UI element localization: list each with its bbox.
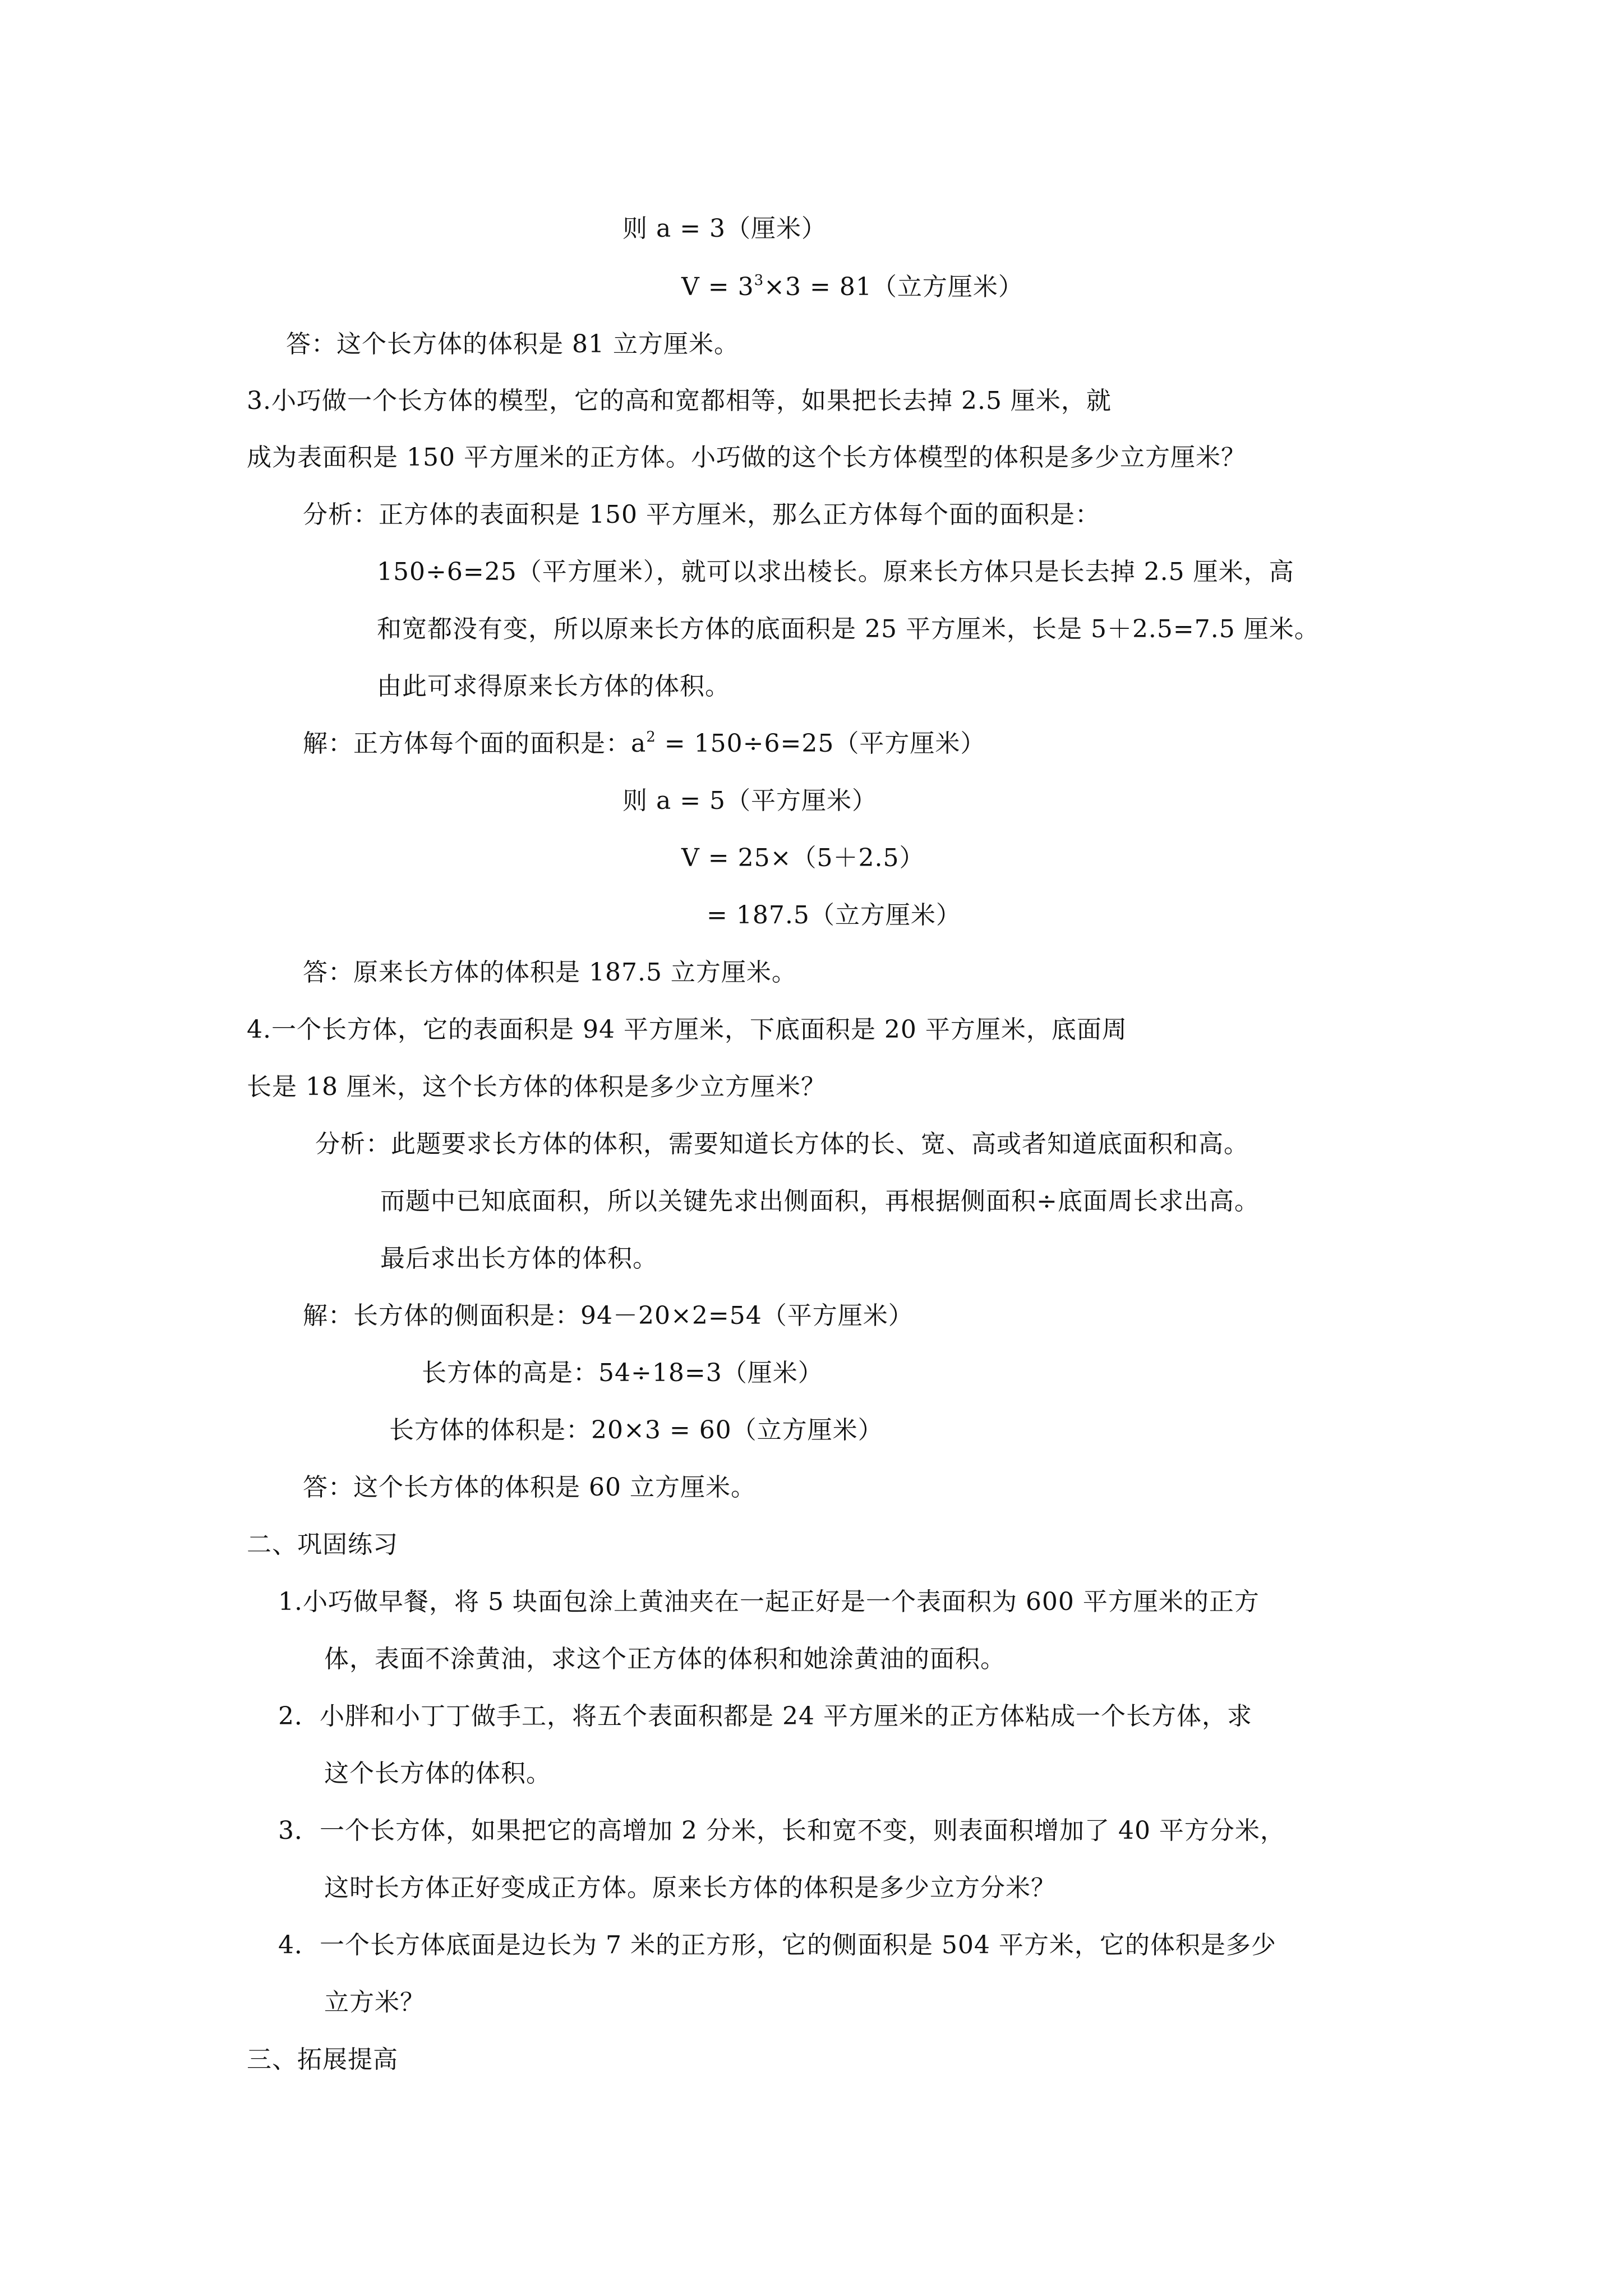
- problem-4-line: 长是 18 厘米，这个长方体的体积是多少立方厘米？: [247, 1073, 826, 1101]
- problem-3-line: 成为表面积是 150 平方厘米的正方体。小巧做的这个长方体模型的体积是多少立方厘米？: [247, 443, 1246, 472]
- exercise-line: 2．小胖和小丁丁做手工，将五个表面积都是 24 平方厘米的正方体粘成一个长方体，求: [278, 1702, 1252, 1731]
- exercise-line: 3．一个长方体，如果把它的高增加 2 分米，长和宽不变，则表面积增加了 40 平方分米，: [278, 1816, 1285, 1845]
- text-line: 则 a = 3（厘米）: [623, 214, 827, 243]
- solution-line: V = 25×（5＋2.5）: [681, 844, 925, 872]
- problem-4-line: 4.一个长方体，它的表面积是 94 平方厘米，下底面积是 20 平方厘米，底面周: [247, 1015, 1127, 1044]
- answer-line: 答：这个长方体的体积是 60 立方厘米。: [303, 1473, 756, 1502]
- analysis-line: 由此可求得原来长方体的体积。: [377, 672, 730, 701]
- analysis-line: 150÷6=25（平方厘米），就可以求出棱长。原来长方体只是长去掉 2.5 厘米，高: [377, 558, 1294, 586]
- answer-line: 答：这个长方体的体积是 81 立方厘米。: [286, 330, 739, 358]
- exercise-line: 4．一个长方体底面是边长为 7 米的正方形，它的侧面积是 504 平方米，它的体积是多少: [278, 1931, 1276, 1959]
- solution-line: = 187.5（立方厘米）: [707, 901, 961, 930]
- superscript: 3: [754, 272, 764, 289]
- section-heading: 三、拓展提高: [247, 2045, 398, 2074]
- exercise-line: 这个长方体的体积。: [324, 1759, 551, 1788]
- solution-line: [303, 727, 985, 761]
- exercise-line: 立方米？: [324, 1988, 425, 2017]
- section-heading: 二、巩固练习: [247, 1530, 398, 1559]
- analysis-line: 和宽都没有变，所以原来长方体的底面积是 25 平方厘米，长是 5＋2.5=7.5 厘米。: [377, 615, 1320, 643]
- answer-line: 答：原来长方体的体积是 187.5 立方厘米。: [303, 958, 797, 987]
- solution-line: 长方体的高是：54÷18=3（厘米）: [422, 1359, 823, 1387]
- superscript: 2: [646, 729, 656, 746]
- formula-line: [681, 270, 1023, 304]
- problem-3-line: 3.小巧做一个长方体的模型，它的高和宽都相等，如果把长去掉 2.5 厘米，就: [247, 386, 1112, 415]
- analysis-line: 而题中已知底面积，所以关键先求出侧面积，再根据侧面积÷底面周长求出高。: [380, 1187, 1260, 1216]
- solution-line: 长方体的体积是：20×3 = 60（立方厘米）: [389, 1416, 883, 1444]
- solution-part: 解：正方体每个面的面积是：a: [303, 729, 647, 758]
- exercise-line: 体，表面不涂黄油，求这个正方体的体积和她涂黄油的面积。: [324, 1645, 1006, 1673]
- analysis-line: 分析：正方体的表面积是 150 平方厘米，那么正方体每个面的面积是：: [303, 500, 1100, 529]
- formula-part: ×3 = 81（立方厘米）: [764, 273, 1023, 301]
- solution-line: 则 a = 5（平方厘米）: [623, 786, 878, 815]
- exercise-line: 1.小巧做早餐，将 5 块面包涂上黄油夹在一起正好是一个表面积为 600 平方厘米的正方: [278, 1588, 1260, 1616]
- exercise-line: 这时长方体正好变成正方体。原来长方体的体积是多少立方分米？: [324, 1874, 1056, 1902]
- formula-part: V = 3: [681, 273, 754, 301]
- analysis-line: 最后求出长方体的体积。: [380, 1244, 658, 1273]
- solution-part: = 150÷6=25（平方厘米）: [656, 729, 986, 758]
- analysis-line: 分析：此题要求长方体的体积，需要知道长方体的长、宽、高或者知道底面积和高。: [315, 1130, 1249, 1158]
- solution-line: 解：长方体的侧面积是：94－20×2=54（平方厘米）: [303, 1301, 914, 1330]
